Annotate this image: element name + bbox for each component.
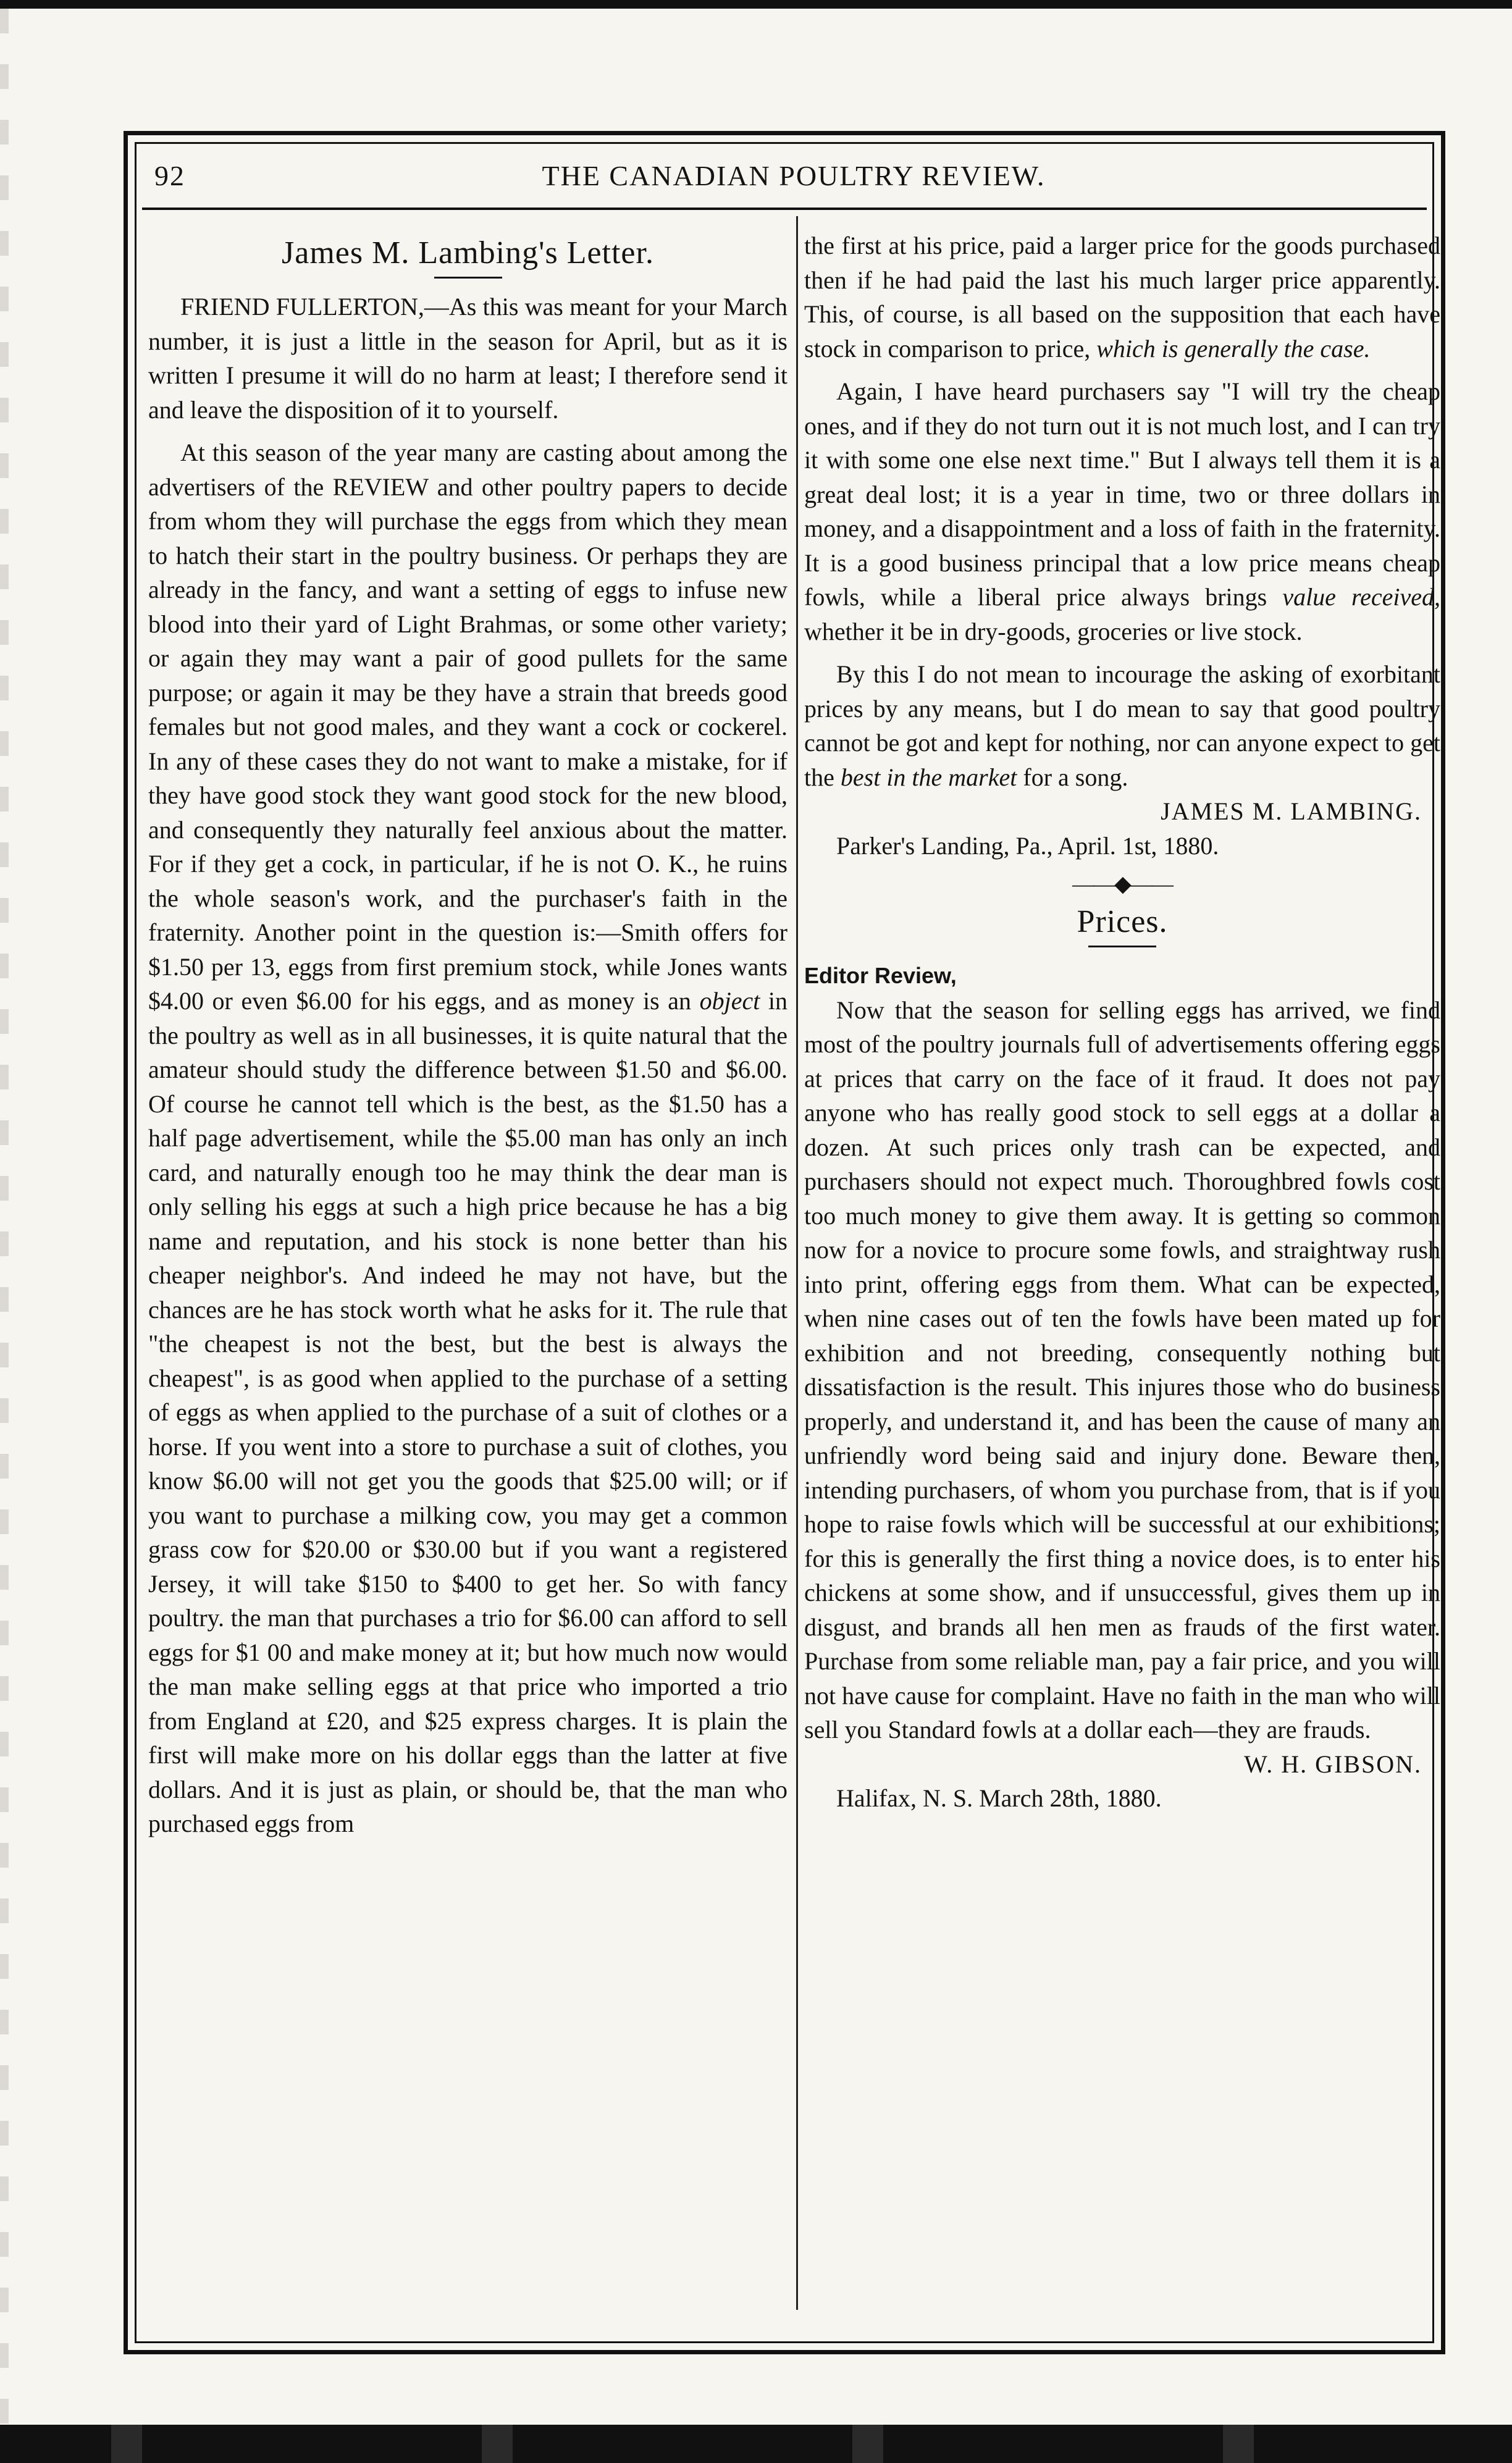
section-ornament: ——◆—— bbox=[1072, 871, 1172, 896]
paragraph-continued-italic: which is generally the case. bbox=[1096, 334, 1371, 363]
header-rule bbox=[142, 208, 1427, 210]
paragraph-cheap-ones-italic: value received, bbox=[1282, 583, 1440, 611]
dateline-lambing: Parker's Landing, Pa., April. 1st, 1880. bbox=[836, 831, 1219, 860]
signature-lambing: JAMES M. LAMBING. bbox=[1161, 797, 1422, 825]
paragraph-main bbox=[148, 435, 788, 1841]
paragraph-continued bbox=[804, 229, 1440, 366]
paragraph-conclusion-tail: for a song. bbox=[1023, 763, 1128, 791]
scan-border-left bbox=[0, 9, 9, 2425]
paragraph-salutation: FRIEND FULLERTON,—As this was meant for your March number, it is just a little in the season for April, but as it is written I presume it will do no harm at least; I therefore send it and leave the disposition of it to yourself. bbox=[148, 293, 788, 424]
running-title: THE CANADIAN POULTRY REVIEW. bbox=[542, 160, 1046, 191]
paragraph-main-italic: object bbox=[699, 987, 760, 1015]
article-title-lambing: James M. Lambing's Letter. bbox=[282, 235, 654, 271]
scan-border-bottom bbox=[0, 2425, 1512, 2463]
paragraph-cheap-ones bbox=[804, 374, 1440, 648]
editor-salutation: Editor Review, bbox=[804, 963, 957, 988]
page-number: 92 bbox=[154, 160, 185, 191]
article-title-prices: Prices. bbox=[1077, 904, 1168, 939]
signature-gibson: W. H. GIBSON. bbox=[1244, 1750, 1422, 1778]
paragraph-main-tail: in the poultry as well as in all businesses, it is quite natural that the amateur should study the difference between $1.50 and $6.00. Of course he cannot tell which is the best, as the $1.50 has a half page advertisement, while the $5.00 man has only an inch card, and naturally enough too he may think the dear man is only selling his eggs at such a high price because he has a big name and reputation, and his stock is none better than his cheaper neighbor's. And indeed he may not have, but the chances are he has stock worth what he asks for it. The rule that "the cheapest is not the best, but the best is always the cheapest", is as good when applied to the purchase of a setting of eggs as when applied to the purchase of a suit of clothes or a horse. If you went into a store to purchase a suit of clothes, you know $6.00 will not get you the goods that $25.00 will; or if you want to purchase a milking cow, you may get a common grass cow for $20.00 or $30.00 but if you want a registered Jersey, it will take $150 to $400 to get her. So with fancy poultry. the man that purchases a trio for $6.00 can afford to sell eggs for $1 00 and make money at it; but how much now would the man make selling eggs at that price who imported a trio from England at £20, and $25 express charges. It is plain the first will make more on his dollar eggs than the latter at five dollars. And it is just as plain, or should be, that the man who purchased eggs from bbox=[148, 987, 788, 1837]
paragraph-main-text: At this season of the year many are casting about among the advertisers of the REVIEW and other poultry papers to decide from whom they will purchase the eggs from which they mean to hatch their start in the poultry business. Or perhaps they are already in the fancy, and want a setting of eggs to infuse new blood into their yard of Light Brahmas, or some other variety; or again they may want a pair of good pullets for the same purpose; or again it may be they have a strain that breeds good females but not good males, and they want a cock or cockerel. In any of these cases they do not want to make a mistake, for if they have good stock they want good stock for the new blood, and consequently they naturally feel anxious about the matter. For if they get a cock, in particular, if he is not O. K., he ruins the whole season's work, and the purchaser's faith in the fraternity. Another point in the question is:—Smith offers for $1.50 per 13, eggs from first premium stock, while Jones wants $4.00 or even $6.00 for his eggs, and as money is an bbox=[148, 438, 788, 1015]
paragraph-prices: Now that the season for selling eggs has arrived, we find most of the poultry journals full of advertisements offering eggs at prices that carry on the face of it fraud. It does not pay anyone who has really good stock to sell eggs at a dollar a dozen. At such prices only trash can be expected, and purchasers should not expect much. Thoroughbred fowls cost too much money to give them away. It is getting so common now for a novice to procure some fowls, and straightway rush into print, offering eggs from them. What can be expected, when nine cases out of ten the fowls have been mated up for exhibition and not breeding, consequently nothing but dissatisfaction is the result. This injures those who do business properly, and understand it, and has been the cause of many an unfriendly word being said and injury done. Beware then, intending purchasers, of whom you purchase from, that is if you hope to raise fowls which will be successful at our exhibitions; for this is generally the first thing a novice does, is to enter his chickens at some show, and if unsuccessful, gives them up in disgust, and brands all hen men as frauds of the first water. Purchase from some reliable man, pay a fair price, and you will not have cause for complaint. Have no faith in the man who will sell you Standard fowls at a dollar each—they are frauds. bbox=[804, 996, 1440, 1743]
paragraph-conclusion bbox=[804, 657, 1440, 794]
paragraph-cheap-ones-tail: whether it be in dry-goods, groceries or live stock. bbox=[804, 617, 1303, 645]
page-header bbox=[154, 159, 1451, 196]
column-divider bbox=[796, 216, 798, 2310]
paragraph-cheap-ones-text: Again, I have heard purchasers say "I will try the cheap ones, and if they do not turn out it is not much lost, and I can try it with some one else next time." But I always tell them it is a great deal lost; it is a year in time, two or three dollars in money, and a disappointment and a loss of faith in the fraternity. It is a good business principal that a low price means cheap fowls, while a liberal price always brings bbox=[804, 377, 1440, 611]
paragraph-conclusion-text: By this I do not mean to incourage the asking of exorbitant prices by any means, but I do mean to say that good poultry cannot be got and kept for nothing, nor can anyone expect to get the bbox=[804, 660, 1440, 791]
paragraph-conclusion-italic: best in the market bbox=[840, 763, 1017, 791]
left-column bbox=[148, 229, 788, 1841]
title-rule-prices bbox=[1088, 946, 1156, 947]
right-column bbox=[804, 229, 1440, 1816]
title-rule bbox=[434, 277, 502, 279]
dateline-gibson: Halifax, N. S. March 28th, 1880. bbox=[836, 1784, 1162, 1812]
scan-border-top bbox=[0, 0, 1512, 9]
paragraph-continued-text: the first at his price, paid a larger price for the goods purchased then if he had paid the last his much larger price apparently. This, of course, is all based on the supposition that each have stock in comparison to price, bbox=[804, 232, 1440, 363]
